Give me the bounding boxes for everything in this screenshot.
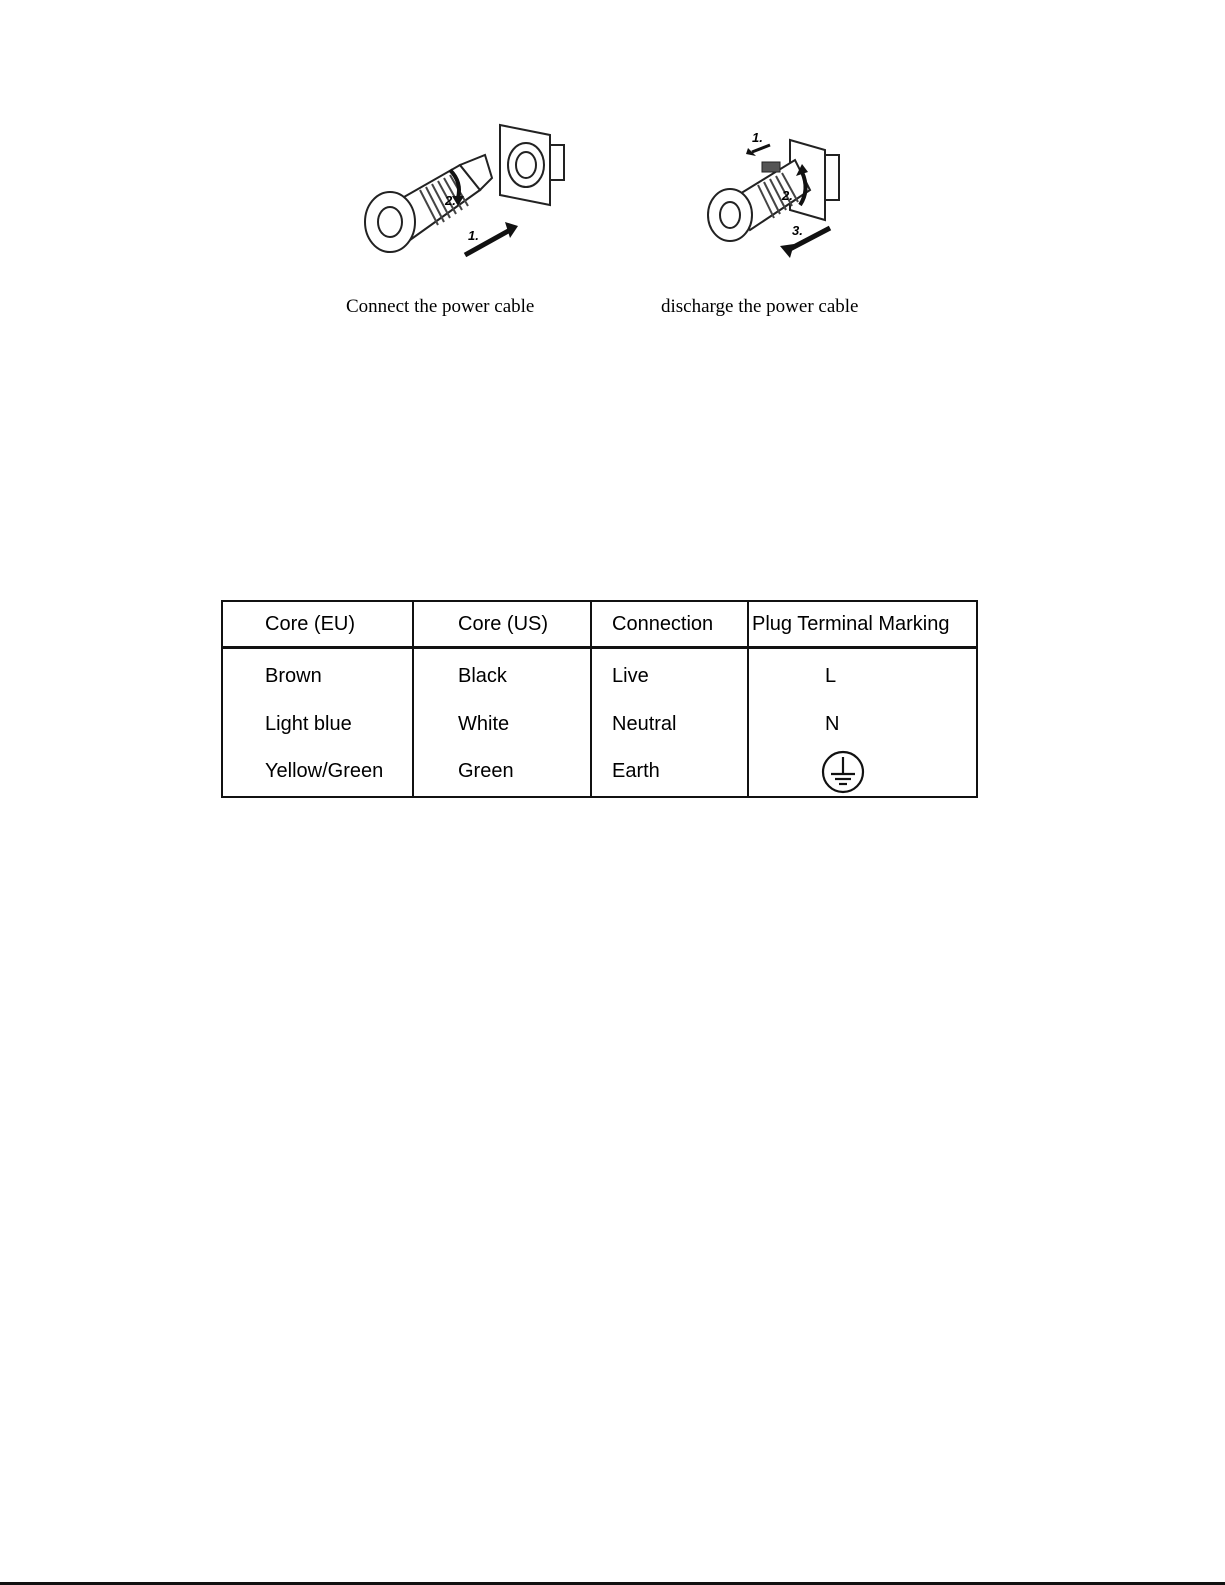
step-label: 1. — [752, 130, 763, 145]
discharge-illustration — [690, 110, 920, 280]
wiring-table — [221, 600, 978, 798]
step-label: 2. — [445, 193, 456, 208]
header-core-eu: Core (EU) — [222, 601, 413, 648]
cell-marking: L — [748, 648, 977, 701]
connector-plug-image — [690, 110, 920, 280]
connect-illustration — [350, 110, 580, 280]
header-plug-terminal-marking: Plug Terminal Marking — [748, 601, 977, 648]
cell-core-eu: Yellow/Green — [222, 748, 413, 797]
header-core-us: Core (US) — [413, 601, 591, 648]
table-row — [222, 700, 977, 747]
cell-core-us: White — [413, 700, 591, 747]
step-label: 1. — [468, 228, 479, 243]
cell-marking — [748, 748, 977, 797]
table-row — [222, 748, 977, 797]
connect-caption: Connect the power cable — [346, 296, 535, 317]
cell-core-us: Green — [413, 748, 591, 797]
cell-core-eu: Brown — [222, 648, 413, 701]
cell-core-eu: Light blue — [222, 700, 413, 747]
step-label: 2. — [782, 188, 793, 203]
cell-marking: N — [748, 700, 977, 747]
table-row — [222, 648, 977, 701]
cell-connection: Neutral — [591, 700, 748, 747]
connector-plug-image — [350, 110, 580, 280]
table-header-row — [222, 601, 977, 648]
cell-connection: Live — [591, 648, 748, 701]
cell-connection: Earth — [591, 748, 748, 797]
header-connection: Connection — [591, 601, 748, 648]
step-label: 3. — [792, 223, 803, 238]
cell-core-us: Black — [413, 648, 591, 701]
discharge-caption: discharge the power cable — [661, 296, 859, 317]
earth-ground-icon — [820, 749, 866, 795]
